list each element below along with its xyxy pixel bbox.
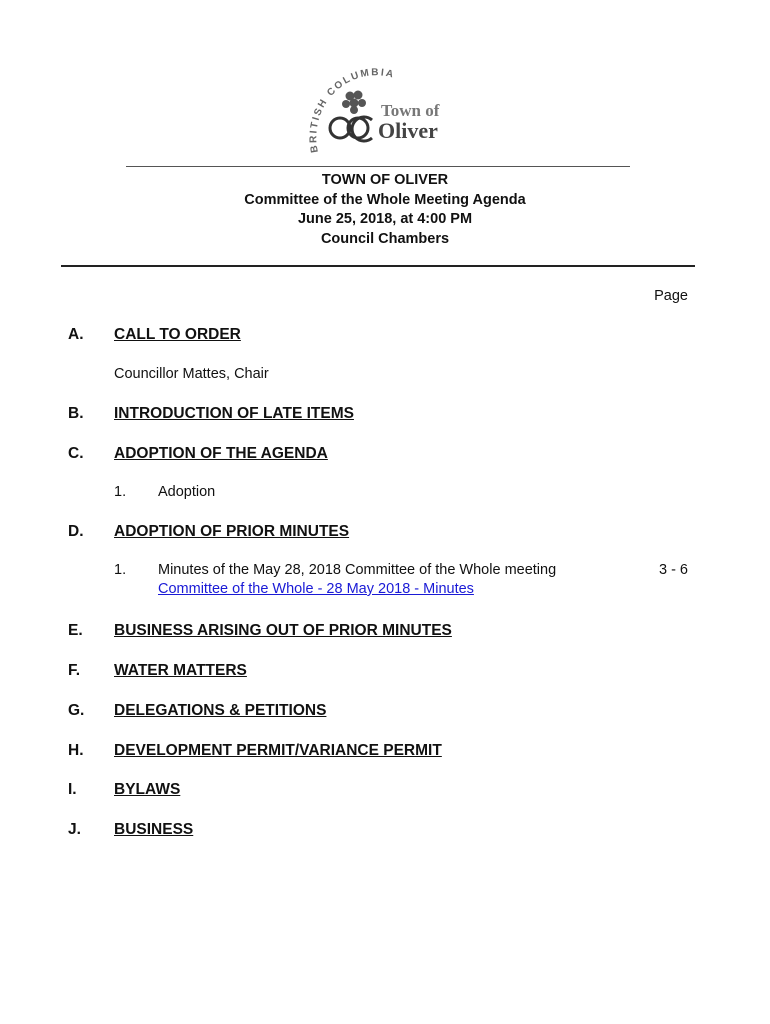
meeting-datetime: June 25, 2018, at 4:00 PM [297,211,473,227]
section-title: ADOPTION OF PRIOR MINUTES [114,523,350,540]
wheel-icon [330,117,372,141]
section-title: BUSINESS ARISING OUT OF PRIOR MINUTES [114,622,452,639]
section-letter: D. [68,523,84,540]
agenda-header [0,171,770,249]
section-title: CALL TO ORDER [114,326,241,343]
item-minutes-description: Minutes of the May 28, 2018 Committee of the Whole meeting [158,562,557,578]
header-rule-thick [61,265,695,267]
item-adoption: Adoption [158,484,216,500]
grape-cluster-icon [342,91,366,115]
page-column-label: Page [654,288,688,304]
section-title: DEVELOPMENT PERMIT/VARIANCE PERMIT [114,742,442,759]
section-title: BYLAWS [114,781,181,798]
item-number: 1. [114,562,127,578]
section-letter: F. [68,662,81,679]
section-letter: C. [68,445,84,462]
logo-arc-text: BRITISH COLUMBIA [308,67,397,154]
minutes-attachment-link[interactable]: Committee of the Whole - 28 May 2018 - Minutes [158,581,474,597]
section-title: WATER MATTERS [114,662,247,679]
section-letter: H. [68,742,84,759]
item-number: 1. [114,484,127,500]
section-letter: A. [68,326,84,343]
section-letter: I. [68,781,77,798]
town-of-oliver-logo [296,66,466,158]
section-letter: B. [68,405,84,422]
org-name: TOWN OF OLIVER [321,172,449,188]
section-letter: J. [68,821,81,838]
meeting-location: Council Chambers [320,230,450,247]
section-title: ADOPTION OF THE AGENDA [114,445,328,462]
logo-text-oliver: Oliver [378,118,438,143]
logo-text-town-of: Town of [381,101,440,120]
section-title: BUSINESS [114,821,194,838]
chair-note: Councillor Mattes, Chair [114,366,269,382]
meeting-title: Committee of the Whole Meeting Agenda [244,191,526,208]
section-title: DELEGATIONS & PETITIONS [114,702,327,719]
header-rule-thin [126,166,630,167]
item-page-range: 3 - 6 [658,562,688,578]
section-title: INTRODUCTION OF LATE ITEMS [114,405,354,422]
section-letter: E. [68,622,83,639]
section-letter: G. [68,702,85,719]
